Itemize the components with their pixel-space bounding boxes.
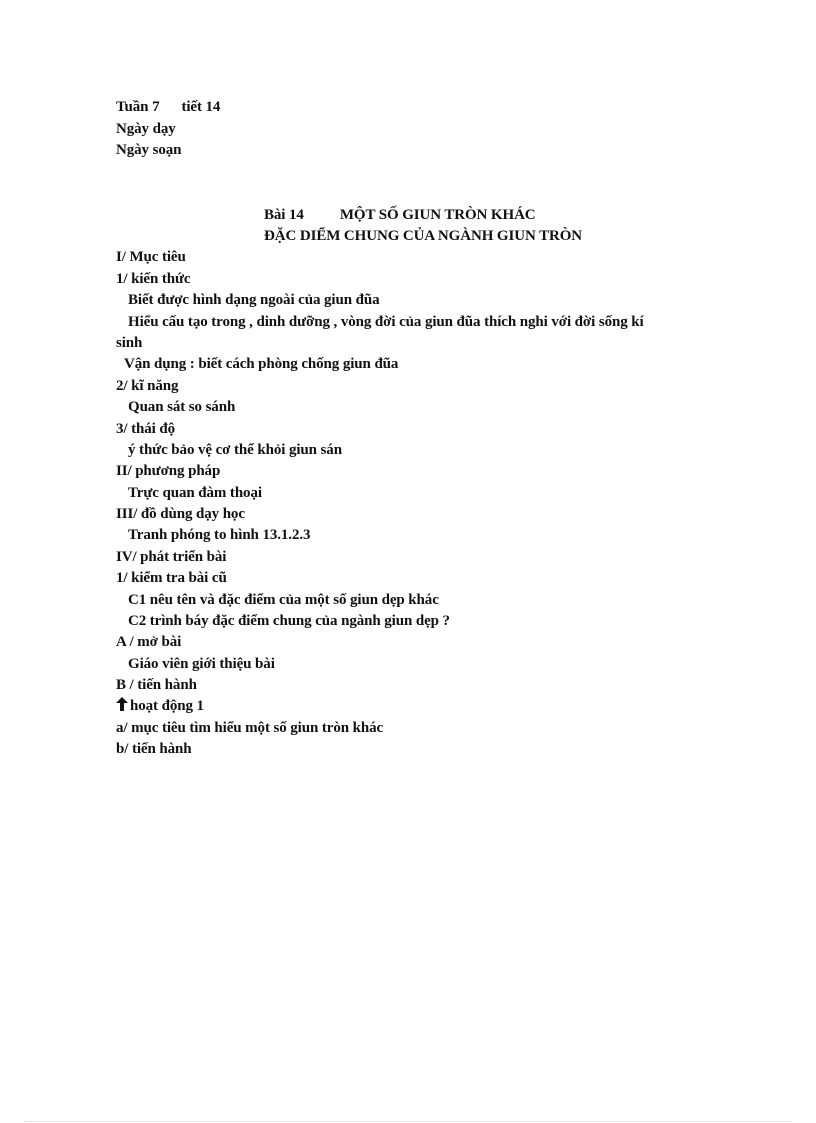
skills-item: Quan sát so sánh bbox=[128, 399, 236, 415]
section-development: IV/ phát triển bài bbox=[116, 549, 227, 565]
week-line bbox=[116, 97, 220, 117]
section-method: II/ phương pháp bbox=[116, 463, 221, 479]
knowledge-item-1: Biết được hình dạng ngoài của giun đũa bbox=[128, 292, 380, 308]
week-label: Tuần 7 bbox=[116, 99, 160, 115]
lesson-name: MỘT SỐ GIUN TRÒN KHÁC bbox=[339, 207, 536, 223]
period-label: tiết 14 bbox=[181, 99, 221, 115]
subsection-skills: 2/ kĩ năng bbox=[116, 378, 179, 394]
attitude-item: ý thức bảo vệ cơ thể khỏi giun sán bbox=[128, 442, 342, 458]
arrow-up-icon bbox=[116, 696, 130, 716]
activity-1-proceed: b/ tiến hành bbox=[116, 741, 192, 757]
knowledge-item-3: Vận dụng : biết cách phòng chống giun đũa bbox=[124, 356, 399, 372]
materials-item: Tranh phóng to hình 13.1.2.3 bbox=[128, 527, 311, 543]
lesson-title bbox=[264, 205, 536, 225]
section-objectives: I/ Mục tiêu bbox=[116, 249, 186, 265]
teach-date-label: Ngày dạy bbox=[116, 121, 176, 137]
review-question-2: C2 trình báy đặc điểm chung của ngành giun dẹp ? bbox=[128, 613, 450, 629]
activity-1-objective: a/ mục tiêu tìm hiểu một số giun tròn khác bbox=[116, 720, 384, 736]
review-question-1: C1 nêu tên và đặc điểm của một số giun dẹp khác bbox=[128, 592, 439, 608]
lesson-subtitle: ĐẶC DIỂM CHUNG CỦA NGÀNH GIUN TRÒN bbox=[264, 228, 583, 244]
part-b-proceed: B / tiến hành bbox=[116, 677, 197, 693]
part-a-intro: A / mở bài bbox=[116, 634, 182, 650]
section-materials: III/ đồ dùng dạy học bbox=[116, 506, 245, 522]
subsection-review: 1/ kiểm tra bài cũ bbox=[116, 570, 227, 586]
lesson-number: Bài 14 bbox=[264, 207, 304, 223]
knowledge-item-2: Hiểu cấu tạo trong , dinh dưỡng , vòng đời của giun đũa thích nghi với đời sống kí bbox=[128, 314, 644, 330]
page-bottom-rule bbox=[24, 1121, 792, 1122]
activity-1 bbox=[116, 696, 204, 716]
knowledge-item-2-cont: sinh bbox=[116, 335, 143, 351]
subsection-attitude: 3/ thái độ bbox=[116, 421, 176, 437]
subsection-knowledge: 1/ kiến thức bbox=[116, 271, 191, 287]
method-item: Trực quan đàm thoại bbox=[128, 485, 262, 501]
prep-date-label: Ngày soạn bbox=[116, 142, 182, 158]
activity-1-label: hoạt động 1 bbox=[130, 698, 204, 714]
part-a-item: Giáo viên giới thiệu bài bbox=[128, 656, 275, 672]
